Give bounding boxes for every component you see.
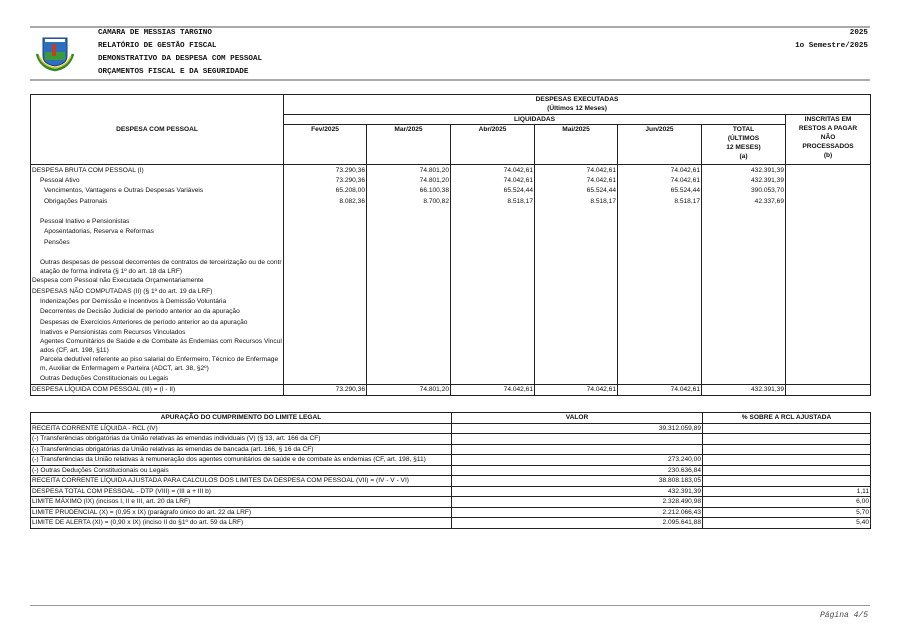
row-label: DESPESA LÍQUIDA COM PESSOAL (III) = (I - II) bbox=[31, 384, 284, 395]
row-value bbox=[367, 296, 451, 306]
row-value bbox=[535, 276, 618, 286]
header-bottom-rule bbox=[30, 79, 870, 81]
row-value: 432.391,39 bbox=[702, 384, 786, 395]
table-row bbox=[31, 307, 871, 317]
table-row bbox=[31, 327, 871, 337]
page-number: Página 4/5 bbox=[819, 611, 868, 620]
limit-pct: 5,40 bbox=[703, 518, 871, 529]
row-value bbox=[618, 247, 702, 257]
row-value bbox=[535, 258, 618, 276]
table-row bbox=[31, 434, 871, 445]
row-value bbox=[451, 258, 535, 276]
month-header: Jun/2025 bbox=[618, 125, 702, 165]
row-value: 74.801,20 bbox=[367, 384, 451, 395]
row-value bbox=[451, 247, 535, 257]
row-value: 390.053,70 bbox=[702, 186, 786, 196]
row-value bbox=[535, 307, 618, 317]
row-value: 74.801,20 bbox=[367, 165, 451, 176]
row-value bbox=[618, 307, 702, 317]
row-value: 73.290,36 bbox=[284, 165, 367, 176]
row-value bbox=[367, 327, 451, 337]
table-row bbox=[31, 286, 871, 296]
row-value bbox=[535, 286, 618, 296]
row-value bbox=[786, 307, 871, 317]
row-value: 74.042,61 bbox=[618, 175, 702, 185]
row-value bbox=[367, 247, 451, 257]
row-label: Outras despesas de pessoal decorrentes de contratos de terceirização ou de contratação de forma indireta (§ 1º do art. 18 da LRF) bbox=[31, 258, 284, 276]
table-row bbox=[31, 186, 871, 196]
row-value bbox=[786, 247, 871, 257]
row-value bbox=[786, 286, 871, 296]
row-value bbox=[284, 216, 367, 226]
row-value bbox=[786, 196, 871, 206]
table-row bbox=[31, 317, 871, 327]
table-row bbox=[31, 486, 871, 497]
total-l3: 12 MESES) bbox=[726, 144, 761, 151]
row-value: 65.524,44 bbox=[618, 186, 702, 196]
row-value: 73.290,36 bbox=[284, 175, 367, 185]
municipal-coat-of-arms-logo bbox=[33, 32, 77, 72]
total-header bbox=[702, 125, 786, 165]
row-value bbox=[702, 276, 786, 286]
row-value bbox=[702, 337, 786, 355]
limit-value bbox=[452, 434, 703, 445]
row-value bbox=[702, 307, 786, 317]
col-header-label: DESPESA COM PESSOAL bbox=[31, 95, 284, 165]
demo-title: DEMONSTRATIVO DA DESPESA COM PESSOAL bbox=[98, 55, 263, 63]
report-period: 1o Semestre/2025 bbox=[795, 42, 868, 50]
row-value: 74.042,61 bbox=[618, 384, 702, 395]
row-label bbox=[31, 247, 284, 257]
row-value bbox=[367, 286, 451, 296]
row-value bbox=[451, 216, 535, 226]
row-value bbox=[535, 237, 618, 247]
row-value: 66.100,38 bbox=[367, 186, 451, 196]
limit-header-pct: % SOBRE A RCL AJUSTADA bbox=[703, 413, 871, 424]
row-value: 65.524,44 bbox=[451, 186, 535, 196]
table-row bbox=[31, 455, 871, 466]
row-value bbox=[786, 165, 871, 176]
limit-label: (-) Outras Deduções Constitucionais ou Legais bbox=[31, 465, 452, 476]
row-value bbox=[702, 296, 786, 306]
executed-subtitle: (Últimos 12 Meses) bbox=[547, 105, 607, 112]
row-label: Vencimentos, Vantagens e Outras Despesas Variáveis bbox=[31, 186, 284, 196]
report-year: 2025 bbox=[849, 29, 868, 37]
header-top-rule bbox=[30, 26, 870, 28]
limit-value: 2.328.490,98 bbox=[452, 497, 703, 508]
row-value: 8.700,82 bbox=[367, 196, 451, 206]
limit-label: (-) Transferências obrigatórias da União relativas às emendas individuais (V) (§ 13, art. 166 da CF) bbox=[31, 434, 452, 445]
row-value bbox=[535, 373, 618, 384]
row-value bbox=[535, 317, 618, 327]
row-value bbox=[786, 237, 871, 247]
row-value bbox=[786, 186, 871, 196]
row-value bbox=[786, 175, 871, 185]
row-value bbox=[786, 355, 871, 373]
row-label: Parcela dedutível referente ao piso salarial do Enfermeiro, Técnico de Enfermagem, Auxiliar de Enfermagem e Parteira (ADCT, art. 38, §2º) bbox=[31, 355, 284, 373]
limit-label: LIMITE MÁXIMO (IX) (incisos I, II e III, art. 20 da LRF) bbox=[31, 497, 452, 508]
row-value: 65.524,44 bbox=[535, 186, 618, 196]
rap-l4: PROCESSADOS bbox=[802, 143, 854, 150]
limit-value: 273.240,00 bbox=[452, 455, 703, 466]
row-value bbox=[618, 317, 702, 327]
row-value bbox=[618, 227, 702, 237]
table-row bbox=[31, 444, 871, 455]
row-label: Pessoal Inativo e Pensionistas bbox=[31, 216, 284, 226]
row-value bbox=[284, 227, 367, 237]
row-value bbox=[786, 216, 871, 226]
total-l2: (ÚLTIMOS bbox=[727, 135, 760, 142]
row-value bbox=[618, 258, 702, 276]
table-row bbox=[31, 258, 871, 276]
limit-value: 432.391,39 bbox=[452, 486, 703, 497]
row-value bbox=[786, 317, 871, 327]
row-value: 8.518,17 bbox=[618, 196, 702, 206]
row-value: 432.391,39 bbox=[702, 165, 786, 176]
row-value bbox=[535, 216, 618, 226]
limit-header-value: VALOR bbox=[452, 413, 703, 424]
month-header: Mar/2025 bbox=[367, 125, 451, 165]
row-value bbox=[618, 337, 702, 355]
limit-label: LIMITE PRUDENCIAL (X) = (0,95 x IX) (parágrafo único do art. 22 da LRF) bbox=[31, 507, 452, 518]
row-value: 74.042,61 bbox=[618, 165, 702, 176]
row-value bbox=[618, 237, 702, 247]
executed-header bbox=[284, 95, 871, 115]
limit-value: 2.212.066,43 bbox=[452, 507, 703, 518]
limit-header-label: APURAÇÃO DO CUMPRIMENTO DO LIMITE LEGAL bbox=[31, 413, 452, 424]
table-row bbox=[31, 165, 871, 176]
table-row bbox=[31, 355, 871, 373]
row-value bbox=[367, 373, 451, 384]
row-value bbox=[702, 355, 786, 373]
table-row bbox=[31, 247, 871, 257]
row-value bbox=[284, 206, 367, 216]
row-value bbox=[367, 237, 451, 247]
row-value bbox=[451, 337, 535, 355]
org-name: CAMARA DE MESSIAS TARGINO bbox=[98, 29, 212, 37]
row-value bbox=[367, 317, 451, 327]
row-value: 74.042,61 bbox=[535, 165, 618, 176]
limit-pct bbox=[703, 476, 871, 487]
row-value bbox=[284, 355, 367, 373]
row-label: Agentes Comunitários de Saúde e de Combate às Endemias com Recursos Vinculados (CF, art. 198, §11) bbox=[31, 337, 284, 355]
row-value bbox=[451, 296, 535, 306]
footer-rule bbox=[30, 605, 870, 606]
row-value bbox=[284, 307, 367, 317]
row-label: Indenizações por Demissão e Incentivos à Demissão Voluntária bbox=[31, 296, 284, 306]
report-title: RELATÓRIO DE GESTÃO FISCAL bbox=[98, 42, 217, 50]
row-value bbox=[284, 327, 367, 337]
row-value: 74.042,61 bbox=[451, 384, 535, 395]
limit-pct: 6,00 bbox=[703, 497, 871, 508]
limit-value: 38.808.183,05 bbox=[452, 476, 703, 487]
row-value bbox=[367, 206, 451, 216]
table-row bbox=[31, 465, 871, 476]
row-value: 74.042,61 bbox=[535, 175, 618, 185]
table-row bbox=[31, 216, 871, 226]
row-value bbox=[535, 206, 618, 216]
row-value bbox=[367, 337, 451, 355]
limit-pct bbox=[703, 444, 871, 455]
row-value bbox=[786, 327, 871, 337]
table-row bbox=[31, 296, 871, 306]
table-row bbox=[31, 276, 871, 286]
table-row bbox=[31, 423, 871, 434]
limit-value bbox=[452, 444, 703, 455]
row-value bbox=[451, 327, 535, 337]
row-value bbox=[535, 227, 618, 237]
row-value: 73.290,36 bbox=[284, 384, 367, 395]
table-row bbox=[31, 384, 871, 395]
row-value bbox=[618, 355, 702, 373]
row-value bbox=[535, 327, 618, 337]
table-row bbox=[31, 373, 871, 384]
row-value bbox=[284, 247, 367, 257]
row-value bbox=[786, 258, 871, 276]
row-label: DESPESAS NÃO COMPUTADAS (II) (§ 1º do art. 19 da LRF) bbox=[31, 286, 284, 296]
table-row bbox=[31, 206, 871, 216]
row-value bbox=[618, 286, 702, 296]
executed-title: DESPESAS EXECUTADAS bbox=[535, 96, 619, 103]
total-l1: TOTAL bbox=[732, 126, 755, 133]
row-value bbox=[451, 227, 535, 237]
table-row bbox=[31, 175, 871, 185]
row-value bbox=[702, 258, 786, 276]
row-value bbox=[702, 237, 786, 247]
limit-label: (-) Transferências obrigatórias da União relativas às emendas de bancada (art. 166, § 16 da CF) bbox=[31, 444, 452, 455]
row-value bbox=[786, 276, 871, 286]
table-row bbox=[31, 337, 871, 355]
limit-value: 2.095.641,88 bbox=[452, 518, 703, 529]
row-value bbox=[786, 206, 871, 216]
rap-l2: RESTOS A PAGAR bbox=[798, 125, 858, 132]
row-value bbox=[702, 227, 786, 237]
row-value bbox=[618, 296, 702, 306]
row-label: Pensões bbox=[31, 237, 284, 247]
row-value bbox=[702, 373, 786, 384]
limit-pct bbox=[703, 455, 871, 466]
row-value bbox=[367, 227, 451, 237]
row-value: 65.208,00 bbox=[284, 186, 367, 196]
limit-pct bbox=[703, 434, 871, 445]
table-row bbox=[31, 227, 871, 237]
row-value bbox=[786, 296, 871, 306]
rap-l3: NÃO bbox=[820, 134, 836, 141]
table-row bbox=[31, 476, 871, 487]
row-label: DESPESA BRUTA COM PESSOAL (I) bbox=[31, 165, 284, 176]
row-value bbox=[535, 337, 618, 355]
row-label bbox=[31, 206, 284, 216]
row-value bbox=[451, 307, 535, 317]
row-label: Obrigações Patronais bbox=[31, 196, 284, 206]
row-value: 74.042,61 bbox=[535, 384, 618, 395]
rap-header bbox=[786, 115, 871, 165]
row-value bbox=[451, 237, 535, 247]
limit-pct bbox=[703, 465, 871, 476]
total-l4: (a) bbox=[739, 153, 748, 160]
row-value bbox=[786, 384, 871, 395]
row-value: 8.518,17 bbox=[535, 196, 618, 206]
liquidated-header: LIQUIDADAS bbox=[284, 115, 786, 125]
row-value bbox=[284, 296, 367, 306]
budget-title: ORÇAMENTOS FISCAL E DA SEGURIDADE bbox=[98, 68, 249, 76]
table-row bbox=[31, 518, 871, 529]
row-label: Inativos e Pensionistas com Recursos Vinculados bbox=[31, 327, 284, 337]
personnel-expense-table bbox=[30, 94, 871, 396]
row-value: 74.042,61 bbox=[451, 175, 535, 185]
limit-label: (-) Transferências da União relativas à remuneração dos agentes comunitários de saúde e de combate às endemias (CF, art. 198, §11) bbox=[31, 455, 452, 466]
row-value: 42.337,69 bbox=[702, 196, 786, 206]
row-value bbox=[618, 206, 702, 216]
row-label: Despesas de Exercícios Anteriores de período anterior ao da apuração bbox=[31, 317, 284, 327]
row-value bbox=[367, 355, 451, 373]
row-value bbox=[786, 227, 871, 237]
row-value bbox=[367, 307, 451, 317]
row-value bbox=[535, 355, 618, 373]
row-value bbox=[284, 258, 367, 276]
month-header: Mai/2025 bbox=[535, 125, 618, 165]
row-value bbox=[702, 327, 786, 337]
row-label: Aposentadorias, Reserva e Reformas bbox=[31, 227, 284, 237]
row-value bbox=[535, 296, 618, 306]
row-value bbox=[451, 373, 535, 384]
month-header: Fev/2025 bbox=[284, 125, 367, 165]
row-value bbox=[451, 276, 535, 286]
limit-pct: 5,70 bbox=[703, 507, 871, 518]
limit-value: 39.312.059,89 bbox=[452, 423, 703, 434]
row-value bbox=[451, 317, 535, 327]
row-value bbox=[702, 317, 786, 327]
row-label: Pessoal Ativo bbox=[31, 175, 284, 185]
row-value bbox=[284, 373, 367, 384]
limit-value: 230.636,84 bbox=[452, 465, 703, 476]
row-value bbox=[284, 276, 367, 286]
row-value bbox=[284, 286, 367, 296]
row-value bbox=[535, 247, 618, 257]
row-value bbox=[618, 373, 702, 384]
limit-label: LIMITE DE ALERTA (XI) = (0,90 x IX) (inciso II do §1º do art. 59 da LRF) bbox=[31, 518, 452, 529]
row-value bbox=[367, 216, 451, 226]
row-value bbox=[451, 355, 535, 373]
limit-pct: 1,11 bbox=[703, 486, 871, 497]
row-value bbox=[786, 373, 871, 384]
month-header: Abr/2025 bbox=[451, 125, 535, 165]
table-row bbox=[31, 196, 871, 206]
table-row bbox=[31, 237, 871, 247]
row-value bbox=[702, 206, 786, 216]
limit-label: DESPESA TOTAL COM PESSOAL - DTP (VIII) = (III a + III b) bbox=[31, 486, 452, 497]
row-value bbox=[786, 337, 871, 355]
row-value bbox=[702, 286, 786, 296]
row-value bbox=[618, 276, 702, 286]
table-row bbox=[31, 507, 871, 518]
row-value bbox=[284, 337, 367, 355]
row-value bbox=[702, 247, 786, 257]
row-value bbox=[702, 216, 786, 226]
row-value: 74.801,20 bbox=[367, 175, 451, 185]
row-value: 432.391,39 bbox=[702, 175, 786, 185]
rap-l5: (b) bbox=[823, 152, 833, 159]
rap-l1: INSCRITAS EM bbox=[804, 116, 852, 123]
legal-limit-table bbox=[30, 412, 871, 529]
table-row bbox=[31, 497, 871, 508]
row-value bbox=[367, 258, 451, 276]
row-value bbox=[284, 317, 367, 327]
row-value bbox=[367, 276, 451, 286]
limit-pct bbox=[703, 423, 871, 434]
row-label: Despesa com Pessoal não Executada Orçamentariamente bbox=[31, 276, 284, 286]
row-value bbox=[284, 237, 367, 247]
row-label: Decorrentes de Decisão Judicial de período anterior ao da apuração bbox=[31, 307, 284, 317]
row-value bbox=[618, 327, 702, 337]
row-value bbox=[618, 216, 702, 226]
limit-label: RECEITA CORRENTE LÍQUIDA - RCL (IV) bbox=[31, 423, 452, 434]
row-value bbox=[451, 286, 535, 296]
row-value: 8.518,17 bbox=[451, 196, 535, 206]
row-value: 8.082,36 bbox=[284, 196, 367, 206]
limit-label: RECEITA CORRENTE LÍQUIDA AJUSTADA PARA CALCULOS DOS LIMITES DA DESPESA COM PESSOAL (VII) = (IV - V - VI) bbox=[31, 476, 452, 487]
row-label: Outras Deduções Constitucionais ou Legais bbox=[31, 373, 284, 384]
row-value bbox=[451, 206, 535, 216]
row-value: 74.042,61 bbox=[451, 165, 535, 176]
